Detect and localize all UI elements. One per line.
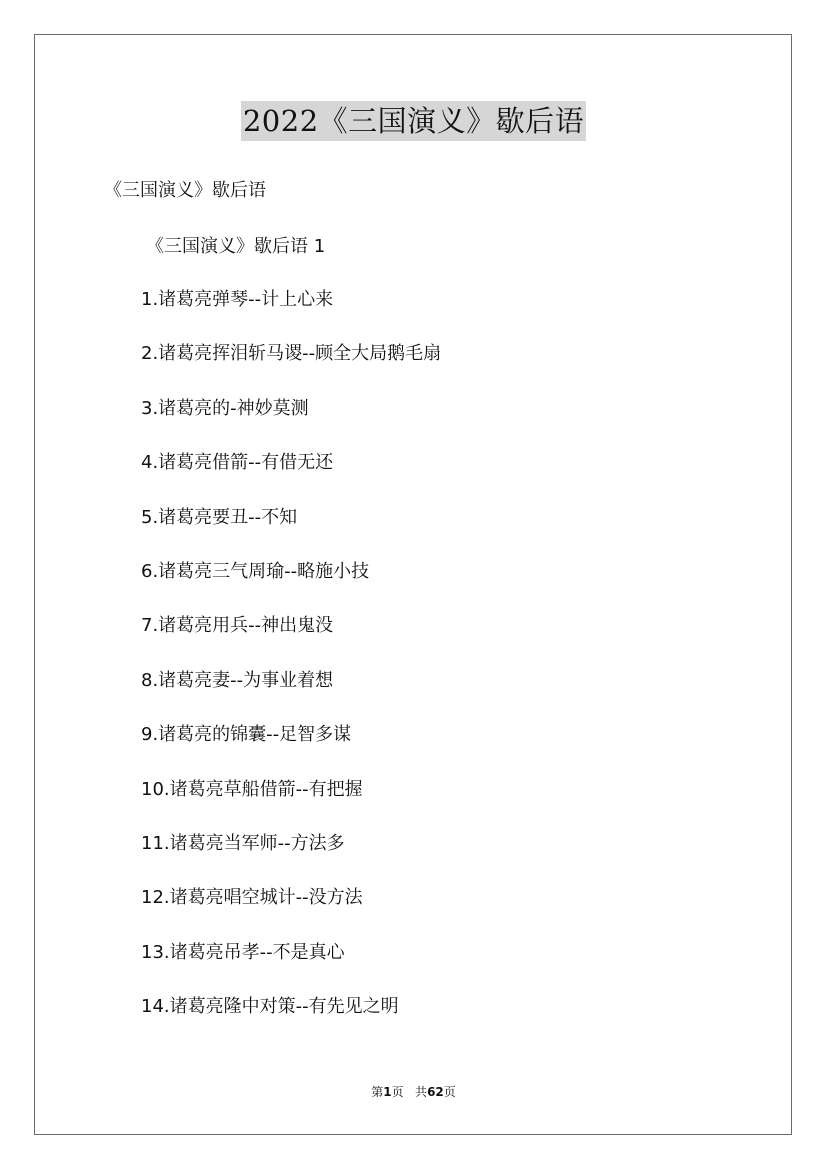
- saying-item: 1.诸葛亮弹琴--计上心来: [141, 289, 334, 310]
- saying-item: 14.诸葛亮隆中对策--有先见之明: [141, 996, 399, 1018]
- page-prefix: 第: [371, 1085, 384, 1099]
- total-prefix: 共: [415, 1085, 428, 1099]
- section-heading: 《三国演义》歇后语 1: [146, 236, 326, 257]
- saying-item: 11.诸葛亮当军师--方法多: [141, 832, 345, 854]
- document-title: 2022《三国演义》歇后语: [241, 101, 586, 141]
- saying-item: 7.诸葛亮用兵--神出鬼没: [141, 615, 334, 637]
- saying-list: [141, 287, 441, 1048]
- current-page-number: 1: [383, 1085, 392, 1099]
- saying-item: 4.诸葛亮借箭--有借无还: [141, 452, 334, 474]
- saying-item: 6.诸葛亮三气周瑜--略施小技: [141, 560, 370, 582]
- saying-item: 2.诸葛亮挥泪斩马谡--顾全大局鹅毛扇: [141, 343, 442, 365]
- saying-item: 9.诸葛亮的锦囊--足智多谋: [141, 724, 352, 746]
- saying-item: 12.诸葛亮唱空城计--没方法: [141, 887, 363, 909]
- page-footer: [0, 1083, 827, 1101]
- document-subtitle: 《三国演义》歇后语: [104, 180, 266, 201]
- title-container: [0, 101, 827, 141]
- page-suffix: 页: [391, 1085, 404, 1099]
- saying-item: 13.诸葛亮吊孝--不是真心: [141, 941, 345, 963]
- saying-item: 5.诸葛亮要丑--不知: [141, 506, 298, 528]
- saying-item: 10.诸葛亮草船借箭--有把握: [141, 778, 363, 800]
- saying-item: 8.诸葛亮妻--为事业着想: [141, 669, 334, 691]
- total-page-count: 62: [427, 1085, 444, 1099]
- saying-item: 3.诸葛亮的-神妙莫测: [141, 397, 309, 419]
- total-suffix: 页: [443, 1085, 456, 1099]
